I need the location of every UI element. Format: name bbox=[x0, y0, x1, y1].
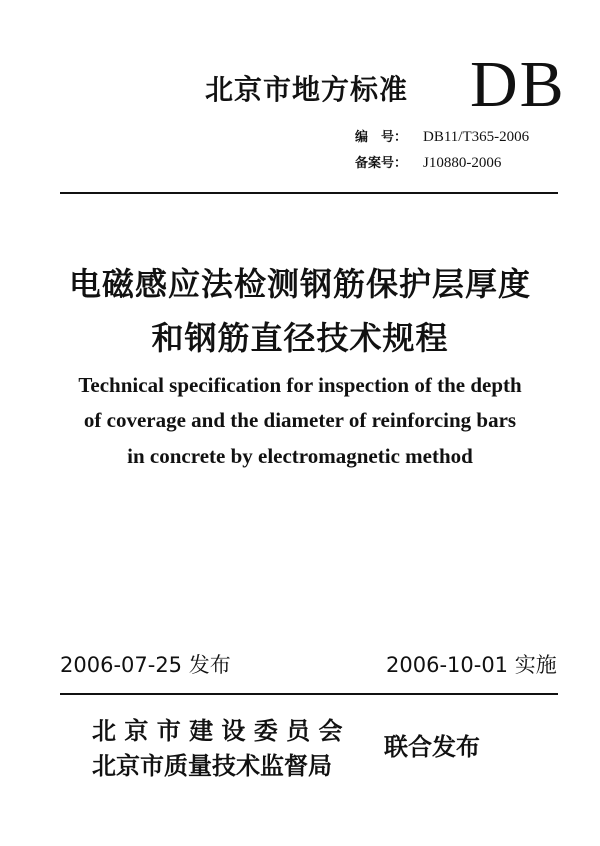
standard-code-row bbox=[355, 128, 529, 147]
standard-type-title: 北京市地方标准 bbox=[205, 73, 409, 106]
record-number-value: J10880-2006 bbox=[423, 155, 502, 171]
joint-release-label: 联合发布 bbox=[384, 733, 480, 761]
record-number-label: 备案号： bbox=[355, 156, 408, 171]
header-divider bbox=[60, 192, 558, 194]
issuer-quality-bureau: 北京市质量技术监督局 bbox=[92, 752, 332, 780]
standard-code-label: 编 号： bbox=[355, 130, 408, 145]
title-en-line3: in concrete by electromagnetic method bbox=[127, 444, 473, 468]
title-en-line2: of coverage and the diameter of reinforcing bars bbox=[83, 408, 517, 432]
issue-date: 2006-07-25 发布 bbox=[60, 653, 231, 677]
issuer-construction-commission: 北 京 市 建 设 委 员 会 bbox=[92, 717, 343, 745]
record-number-row bbox=[355, 154, 501, 173]
footer-divider bbox=[60, 693, 558, 695]
db-mark: DB bbox=[470, 48, 566, 121]
standard-code-value: DB11/T365-2006 bbox=[423, 129, 530, 145]
title-en-line1: Technical specification for inspection of the depth bbox=[78, 373, 522, 397]
title-cn-line2: 和钢筋直径技术规程 bbox=[151, 319, 449, 357]
effective-date: 2006-10-01 实施 bbox=[386, 653, 557, 677]
title-cn-line1: 电磁感应法检测钢筋保护层厚度 bbox=[68, 265, 531, 303]
